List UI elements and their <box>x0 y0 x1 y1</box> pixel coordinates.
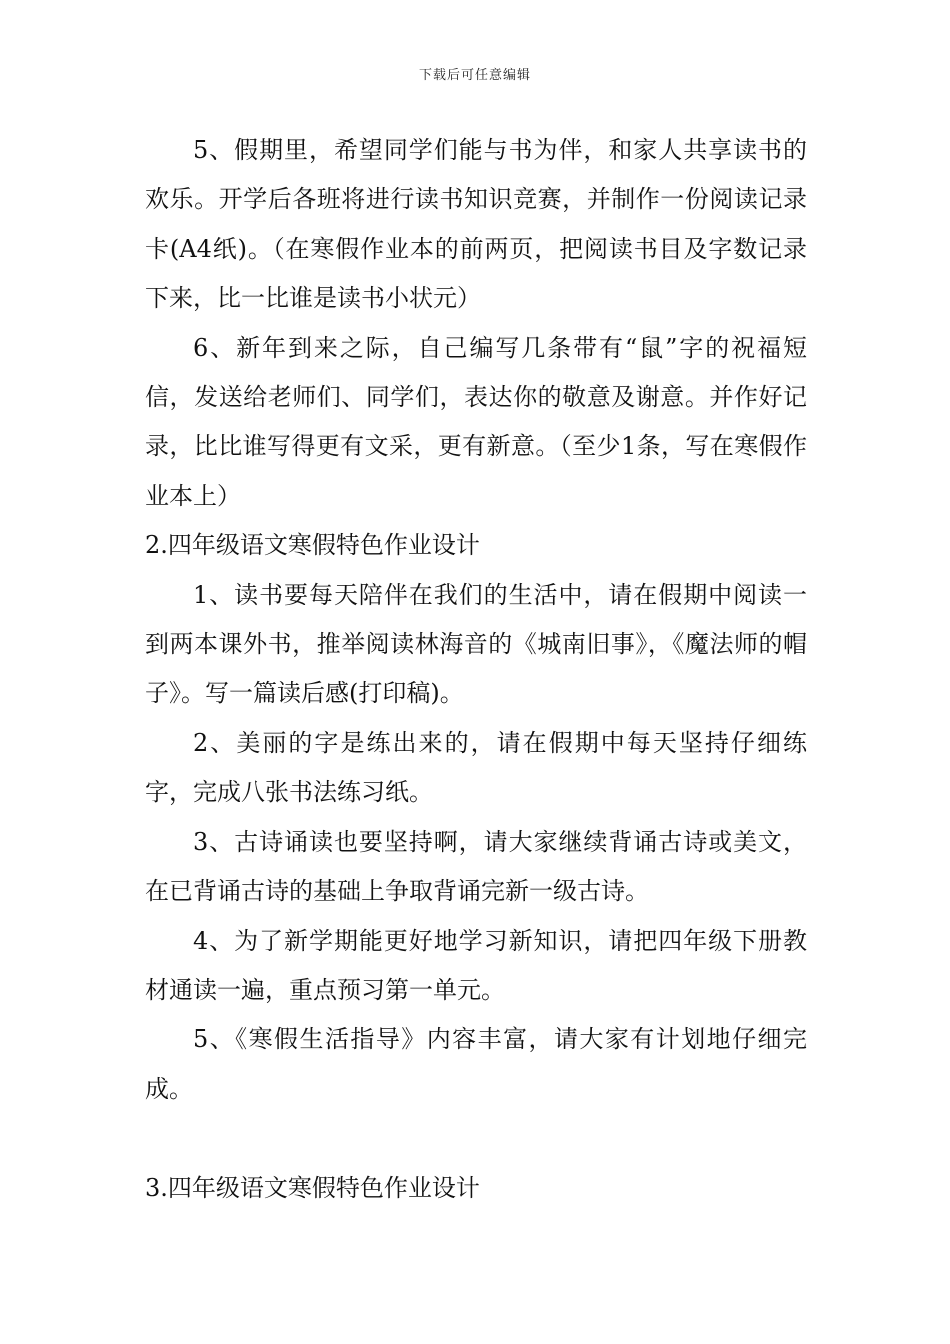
section-2-item-2: 2、美丽的字是练出来的，请在假期中每天坚持仔细练字，完成八张书法练习纸。 <box>145 728 807 807</box>
section-2-item-1: 1、读书要每天陪伴在我们的生活中，请在假期中阅读一到两本课外书，推举阅读林海音的《城南旧事》，《魔法师的帽子》。写一篇读后感(打印稿)。 <box>145 580 807 708</box>
paragraph-item-5: 5、假期里，希望同学们能与书为伴，和家人共享读书的欢乐。开学后各班将进行读书知识竞赛，并制作一份阅读记录卡(A4纸)。（在寒假作业本的前两页，把阅读书目及字数记录下来，比一比谁是读书小状元） <box>145 136 807 313</box>
document-body <box>145 126 807 1213</box>
paragraph-item-6: 6、新年到来之际，自己编写几条带有“鼠”字的祝福短信，发送给老师们、同学们，表达你的敬意及谢意。并作好记录，比比谁写得更有文采，更有新意。（至少1条，写在寒假作业本上） <box>145 333 807 510</box>
section-2-title: 2.四年级语文寒假特色作业设计 <box>145 531 480 560</box>
section-2-item-5: 5、《寒假生活指导》内容丰富，请大家有计划地仔细完成。 <box>145 1025 807 1103</box>
section-2-item-4: 4、为了新学期能更好地学习新知识，请把四年级下册教材通读一遍，重点预习第一单元。 <box>145 926 807 1004</box>
section-3-title: 3.四年级语文寒假特色作业设计 <box>145 1173 480 1202</box>
section-2-item-3: 3、古诗诵读也要坚持啊，请大家继续背诵古诗或美文，在已背诵古诗的基础上争取背诵完新一级古诗。 <box>145 827 807 906</box>
page-header: 下载后可任意编辑 <box>418 68 531 83</box>
paragraph-spacer <box>145 1114 807 1163</box>
